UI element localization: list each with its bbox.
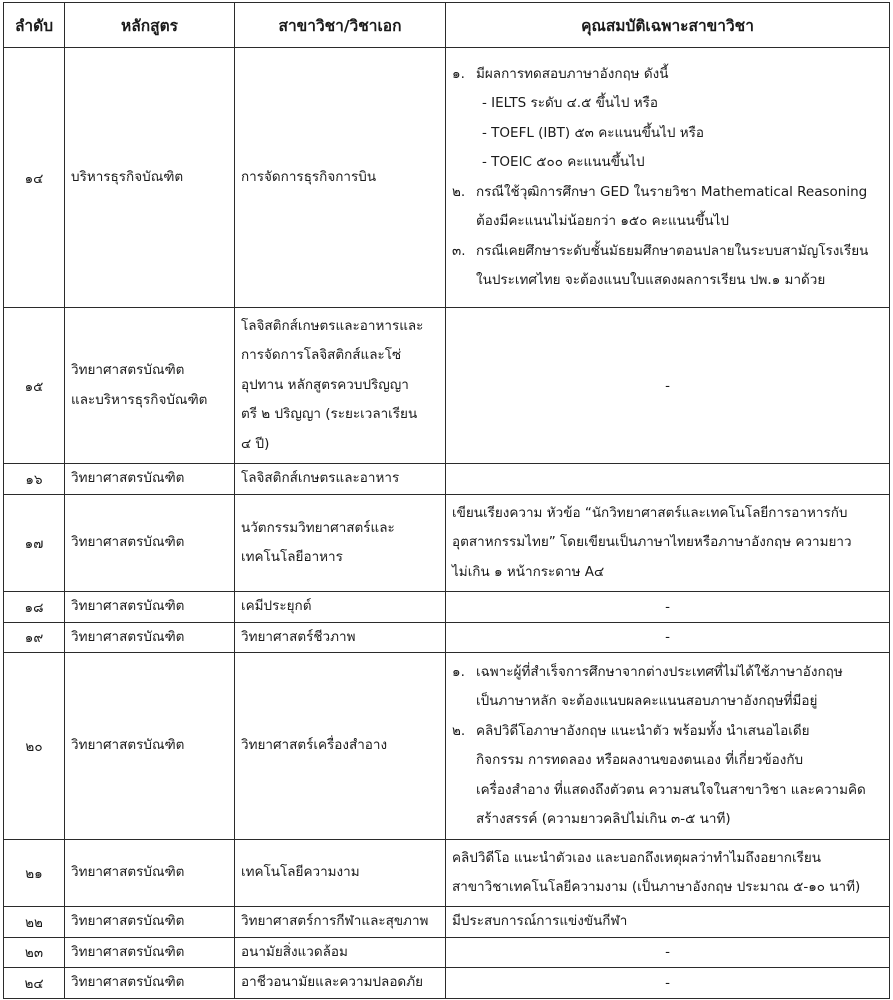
requirement-subitem: - TOEIC ๕๐๐ คะแนนขึ้นไป <box>482 154 645 170</box>
requirement-number: ๒. <box>452 183 466 200</box>
requirement-text-continued: กิจกรรม การทดลอง หรือผลงานของตนเอง ที่เกี่ยวข้องกับ <box>476 752 804 768</box>
requirement-item <box>452 658 883 688</box>
program-line: วิทยาศาสตรบัณฑิต <box>71 864 185 881</box>
major-cell <box>235 653 446 840</box>
major-line: วิทยาศาสตร์การกีฬาและสุขภาพ <box>241 913 429 929</box>
table-row <box>4 968 890 999</box>
requirement-text: กรณีเคยศึกษาระดับชั้นมัธยมศึกษาตอนปลายในระบบสามัญโรงเรียน <box>476 242 869 259</box>
requirement-text: ไม่เกิน ๑ หน้ากระดาษ A๔ <box>452 563 605 580</box>
program-line: วิทยาศาสตรบัณฑิต <box>71 628 185 645</box>
major-line: อุปทาน หลักสูตรควบปริญญา <box>241 376 409 393</box>
major-cell <box>235 464 446 495</box>
table-row <box>4 48 890 308</box>
program-cell <box>65 968 235 999</box>
major-line: เทคโนโลยีอาหาร <box>241 549 343 565</box>
row-number: ๑๕ <box>4 308 65 464</box>
program-line: วิทยาศาสตรบัณฑิต <box>71 737 185 754</box>
requirement-none <box>446 464 890 495</box>
requirement-text: เขียนเรียงความ หัวข้อ “นักวิทยาศาสตร์และเทคโนโลยีการอาหารกับ <box>452 504 848 521</box>
program-cell <box>65 592 235 623</box>
requirement-item <box>452 237 883 267</box>
major-line: ๔ ปี) <box>241 435 270 452</box>
program-line: และบริหารธุรกิจบัณฑิต <box>71 391 208 408</box>
table-row <box>4 840 890 907</box>
row-number: ๑๙ <box>4 622 65 653</box>
requirement-item <box>452 717 883 747</box>
program-line: วิทยาศาสตรบัณฑิต <box>71 943 185 960</box>
major-cell <box>235 592 446 623</box>
requirement-text: สาขาวิชาเทคโนโลยีความงาม (เป็นภาษาอังกฤษ ประมาณ ๕-๑๐ นาที) <box>452 879 861 895</box>
requirement-number: ๑. <box>452 65 465 82</box>
requirement-text-continued: ในประเทศไทย จะต้องแนบใบแสดงผลการเรียน ปพ.๑ มาด้วย <box>476 272 826 288</box>
table-row <box>4 937 890 968</box>
row-number: ๑๖ <box>4 464 65 495</box>
row-number: ๒๓ <box>4 937 65 968</box>
requirement-text: เฉพาะผู้ที่สำเร็จการศึกษาจากต่างประเทศที่ไม่ได้ใช้ภาษาอังกฤษ <box>476 663 843 680</box>
requirement-item <box>452 60 883 90</box>
header-major: สาขาวิชา/วิชาเอก <box>235 3 446 48</box>
curriculum-table <box>3 2 890 999</box>
requirements-cell <box>446 495 890 592</box>
header-no: ลำดับ <box>4 3 65 48</box>
table-row <box>4 592 890 623</box>
program-cell <box>65 48 235 308</box>
table-row <box>4 308 890 464</box>
major-cell <box>235 937 446 968</box>
header-requirements: คุณสมบัติเฉพาะสาขาวิชา <box>446 3 890 48</box>
program-line: บริหารธุรกิจบัณฑิต <box>71 168 184 185</box>
table-row <box>4 622 890 653</box>
program-cell <box>65 495 235 592</box>
major-line: เทคโนโลยีความงาม <box>241 864 360 881</box>
requirement-text: กรณีใช้วุฒิการศึกษา GED ในรายวิชา Mathematical Reasoning <box>476 183 868 200</box>
requirement-text-continued: เป็นภาษาหลัก จะต้องแนบผลคะแนนสอบภาษาอังกฤษที่มีอยู่ <box>476 693 818 709</box>
major-line: การจัดการธุรกิจการบิน <box>241 168 377 185</box>
major-line: นวัตกรรมวิทยาศาสตร์และ <box>241 519 395 536</box>
major-cell <box>235 968 446 999</box>
major-cell <box>235 907 446 938</box>
requirement-text: คลิปวิดีโอภาษาอังกฤษ แนะนำตัว พร้อมทั้ง นำเสนอไอเดีย <box>476 722 810 739</box>
major-line: ตรี ๒ ปริญญา (ระยะเวลาเรียน <box>241 406 418 423</box>
requirements-cell <box>446 907 890 938</box>
program-line: วิทยาศาสตรบัณฑิต <box>71 362 185 378</box>
program-cell <box>65 308 235 464</box>
requirement-text: คลิปวิดีโอ แนะนำตัวเอง และบอกถึงเหตุผลว่าทำไมถึงอยากเรียน <box>452 849 821 866</box>
requirement-text: มีผลการทดสอบภาษาอังกฤษ ดังนี้ <box>476 65 669 82</box>
program-cell <box>65 653 235 840</box>
row-number: ๑๗ <box>4 495 65 592</box>
major-line: โลจิสติกส์เกษตรและอาหาร <box>241 470 400 487</box>
row-number: ๒๒ <box>4 907 65 938</box>
requirement-text: อุตสาหกรรมไทย” โดยเขียนเป็นภาษาไทยหรือภาษาอังกฤษ ความยาว <box>452 534 852 551</box>
requirement-text-continued: สร้างสรรค์ (ความยาวคลิปไม่เกิน ๓-๕ นาที) <box>476 811 731 827</box>
table-header-row <box>4 3 890 48</box>
table-row <box>4 653 890 840</box>
requirement-text-continued: ต้องมีคะแนนไม่น้อยกว่า ๑๕๐ คะแนนขึ้นไป <box>476 213 729 229</box>
major-line: อนามัยสิ่งแวดล้อม <box>241 943 348 960</box>
requirement-text-continued: เครื่องสำอาง ที่แสดงถึงตัวตน ความสนใจในสาขาวิชา และความคิด <box>476 781 866 798</box>
major-cell <box>235 495 446 592</box>
requirement-none: - <box>446 592 890 623</box>
requirements-cell <box>446 653 890 840</box>
major-cell <box>235 48 446 308</box>
row-number: ๒๐ <box>4 653 65 840</box>
major-cell <box>235 622 446 653</box>
requirement-subitem: - IELTS ระดับ ๔.๕ ขึ้นไป หรือ <box>482 95 658 111</box>
table-row <box>4 495 890 592</box>
row-number: ๒๑ <box>4 840 65 907</box>
row-number: ๑๘ <box>4 592 65 623</box>
major-line: การจัดการโลจิสติกส์และโซ่ <box>241 347 402 364</box>
requirement-none: - <box>446 968 890 999</box>
requirements-cell <box>446 48 890 308</box>
table-row <box>4 907 890 938</box>
requirement-subitem: - TOEFL (IBT) ๕๓ คะแนนขึ้นไป หรือ <box>482 124 704 141</box>
table-row <box>4 464 890 495</box>
major-line: วิทยาศาสตร์เครื่องสำอาง <box>241 737 388 754</box>
requirement-none: - <box>446 622 890 653</box>
requirement-item <box>452 178 883 208</box>
major-line: โลจิสติกส์เกษตรและอาหารและ <box>241 317 424 334</box>
program-line: วิทยาศาสตรบัณฑิต <box>71 598 185 614</box>
row-number: ๑๔ <box>4 48 65 308</box>
major-cell <box>235 840 446 907</box>
program-cell <box>65 622 235 653</box>
program-cell <box>65 907 235 938</box>
program-cell <box>65 840 235 907</box>
program-line: วิทยาศาสตรบัณฑิต <box>71 913 185 929</box>
major-line: เคมีประยุกต์ <box>241 598 312 614</box>
program-line: วิทยาศาสตรบัณฑิต <box>71 470 185 487</box>
requirements-cell <box>446 840 890 907</box>
major-line: อาชีวอนามัยและความปลอดภัย <box>241 974 423 990</box>
requirement-number: ๑. <box>452 663 465 680</box>
requirement-text: มีประสบการณ์การแข่งขันกีฬา <box>452 913 628 929</box>
major-line: วิทยาศาสตร์ชีวภาพ <box>241 628 356 645</box>
row-number: ๒๔ <box>4 968 65 999</box>
program-line: วิทยาศาสตรบัณฑิต <box>71 974 185 990</box>
program-line: วิทยาศาสตรบัณฑิต <box>71 534 185 551</box>
requirement-none: - <box>446 937 890 968</box>
major-cell <box>235 308 446 464</box>
header-program: หลักสูตร <box>65 3 235 48</box>
program-cell <box>65 937 235 968</box>
requirement-number: ๓. <box>452 242 466 259</box>
program-cell <box>65 464 235 495</box>
requirement-number: ๒. <box>452 722 466 739</box>
requirement-none: - <box>446 308 890 464</box>
